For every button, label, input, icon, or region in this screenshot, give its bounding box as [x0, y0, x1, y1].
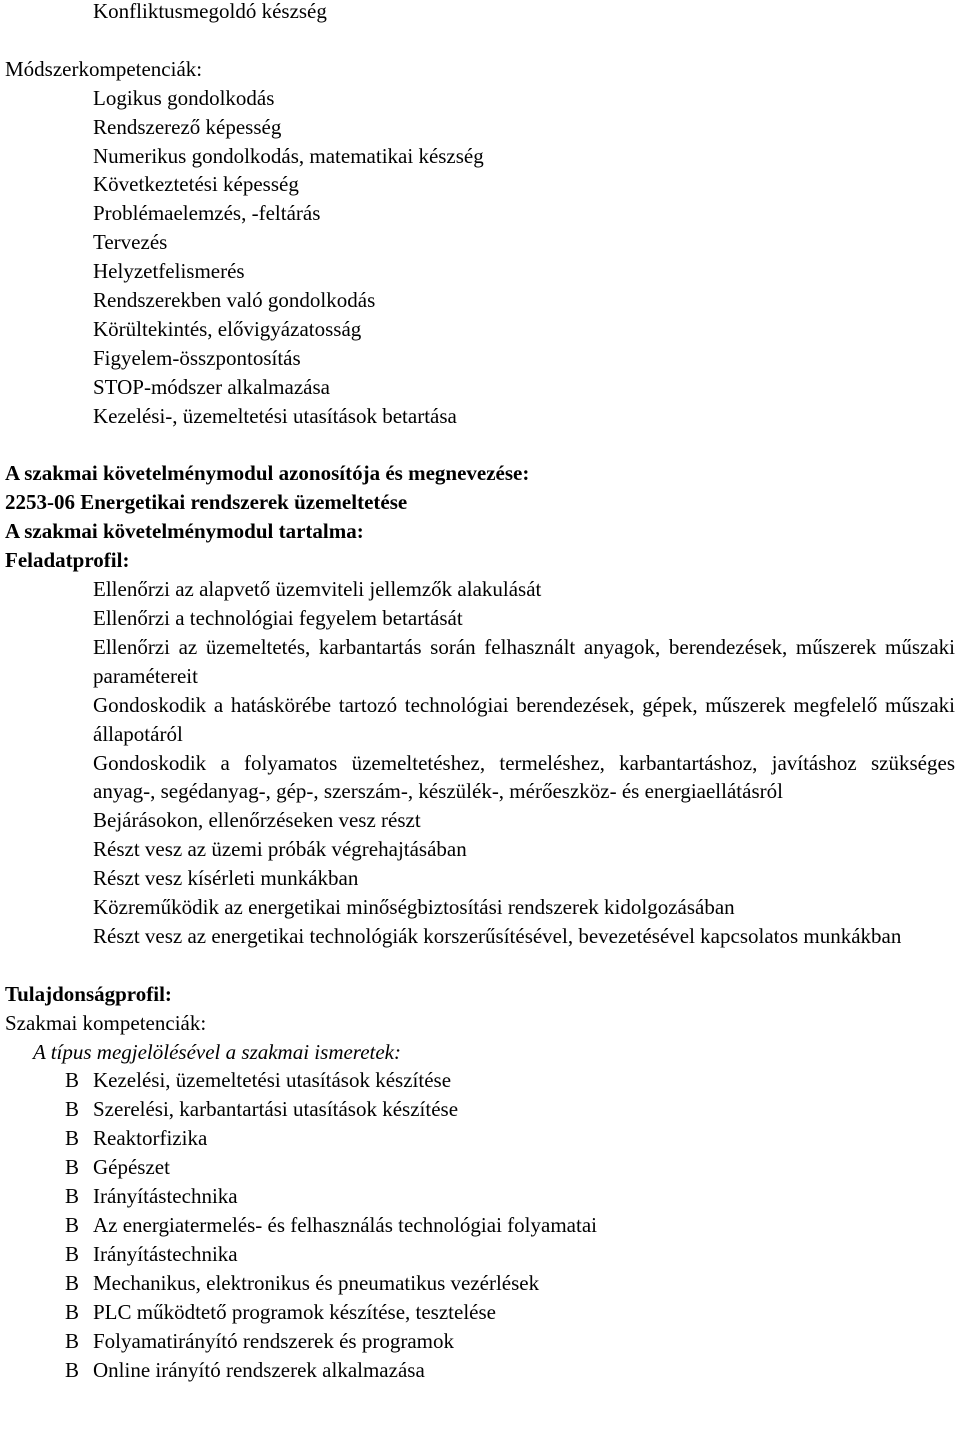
knowledge-item	[0, 1269, 960, 1298]
type-marker: B	[65, 1213, 80, 1238]
competency-item: Konfliktusmegoldó készség	[93, 0, 327, 23]
list-item: Következtetési képesség	[93, 172, 299, 197]
list-item: Helyzetfelismerés	[93, 259, 245, 284]
professional-competencies-heading: Szakmai kompetenciák:	[5, 1010, 207, 1035]
module-content-heading: A szakmai követelménymodul tartalma:	[5, 519, 364, 544]
list-item: Figyelem-összpontosítás	[93, 345, 301, 370]
knowledge-item	[0, 1298, 960, 1327]
spacer	[0, 431, 960, 460]
type-marker: B	[65, 1328, 80, 1353]
task-profile-heading: Feladatprofil:	[5, 548, 130, 573]
task-item: Ellenőrzi az alapvető üzemviteli jellemzők alakulását	[93, 577, 542, 602]
type-marker: B	[65, 1241, 80, 1266]
task-item: Ellenőrzi az üzemeltetés, karbantartás során felhasznált anyagok, berendezések, műszerek műszaki paramétereit	[93, 634, 955, 688]
type-marker: B	[65, 1097, 80, 1122]
task-item: Részt vesz az energetikai technológiák korszerűsítésével, bevezetésével kapcsolatos munkákban	[93, 923, 902, 948]
list-item: Problémaelemzés, -feltárás	[93, 201, 321, 226]
knowledge-text: Reaktorfizika	[93, 1126, 208, 1151]
type-marker: B	[65, 1184, 80, 1209]
spacer	[0, 26, 960, 55]
knowledge-item	[0, 1095, 960, 1124]
type-marker: B	[65, 1357, 80, 1382]
type-marking-note: A típus megjelölésével a szakmai ismeretek:	[33, 1039, 401, 1064]
knowledge-item	[0, 1066, 960, 1095]
task-item: Részt vesz kísérleti munkákban	[93, 866, 359, 891]
list-item: Numerikus gondolkodás, matematikai készség	[93, 143, 484, 168]
knowledge-text: Irányítástechnika	[93, 1241, 238, 1266]
task-item: Gondoskodik a folyamatos üzemeltetéshez, termeléshez, karbantartáshoz, javításhoz szükséges anyag-, segédanyag-, gép-, szerszám-, készülék-, mérőeszköz- és energiaellátásról	[93, 750, 955, 804]
knowledge-item	[0, 1356, 960, 1385]
task-item: Gondoskodik a hatáskörébe tartozó technológiai berendezések, gépek, műszerek megfelelő műszaki állapotáról	[93, 692, 955, 746]
list-item: Rendszerekben való gondolkodás	[93, 288, 376, 313]
method-competencies-list	[0, 84, 960, 431]
task-item: Részt vesz az üzemi próbák végrehajtásában	[93, 837, 467, 862]
knowledge-item	[0, 1240, 960, 1269]
knowledge-text: Irányítástechnika	[93, 1184, 238, 1209]
list-item: Tervezés	[93, 230, 168, 255]
knowledge-text: Kezelési, üzemeltetési utasítások készítése	[93, 1068, 452, 1093]
knowledge-item	[0, 1124, 960, 1153]
module-id-heading: A szakmai követelménymodul azonosítója és megnevezése:	[5, 461, 530, 486]
knowledge-text: Gépészet	[93, 1155, 170, 1180]
type-marker: B	[65, 1126, 80, 1151]
type-marker: B	[65, 1270, 80, 1295]
type-marker: B	[65, 1068, 80, 1093]
knowledge-item	[0, 1211, 960, 1240]
list-item: STOP-módszer alkalmazása	[93, 374, 330, 399]
task-item: Közreműködik az energetikai minőségbiztosítási rendszerek kidolgozásában	[93, 895, 735, 920]
knowledge-text: Szerelési, karbantartási utasítások készítése	[93, 1097, 459, 1122]
knowledge-item	[0, 1327, 960, 1356]
knowledge-text: Online irányító rendszerek alkalmazása	[93, 1357, 425, 1382]
knowledge-text: PLC működtető programok készítése, tesztelése	[93, 1299, 496, 1324]
property-profile-heading: Tulajdonságprofil:	[5, 981, 172, 1006]
knowledge-text: Mechanikus, elektronikus és pneumatikus vezérlések	[93, 1270, 540, 1295]
task-profile-list	[0, 575, 960, 951]
spacer	[0, 951, 960, 980]
list-item: Körültekintés, elővigyázatosság	[93, 316, 362, 341]
knowledge-text: Folyamatirányító rendszerek és programok	[93, 1328, 454, 1353]
type-marker: B	[65, 1299, 80, 1324]
knowledge-text: Az energiatermelés- és felhasználás technológiai folyamatai	[93, 1213, 597, 1238]
method-competencies-heading: Módszerkompetenciák:	[5, 56, 203, 81]
knowledge-list	[0, 1066, 960, 1384]
task-item: Bejárásokon, ellenőrzéseken vesz részt	[93, 808, 421, 833]
knowledge-item	[0, 1182, 960, 1211]
knowledge-item	[0, 1153, 960, 1182]
list-item: Logikus gondolkodás	[93, 85, 275, 110]
task-item: Ellenőrzi a technológiai fegyelem betartását	[93, 606, 463, 630]
list-item: Kezelési-, üzemeltetési utasítások betartása	[93, 403, 457, 428]
module-code-title: 2253-06 Energetikai rendszerek üzemeltetése	[5, 490, 408, 515]
list-item: Rendszerező képesség	[93, 114, 282, 139]
type-marker: B	[65, 1155, 80, 1180]
